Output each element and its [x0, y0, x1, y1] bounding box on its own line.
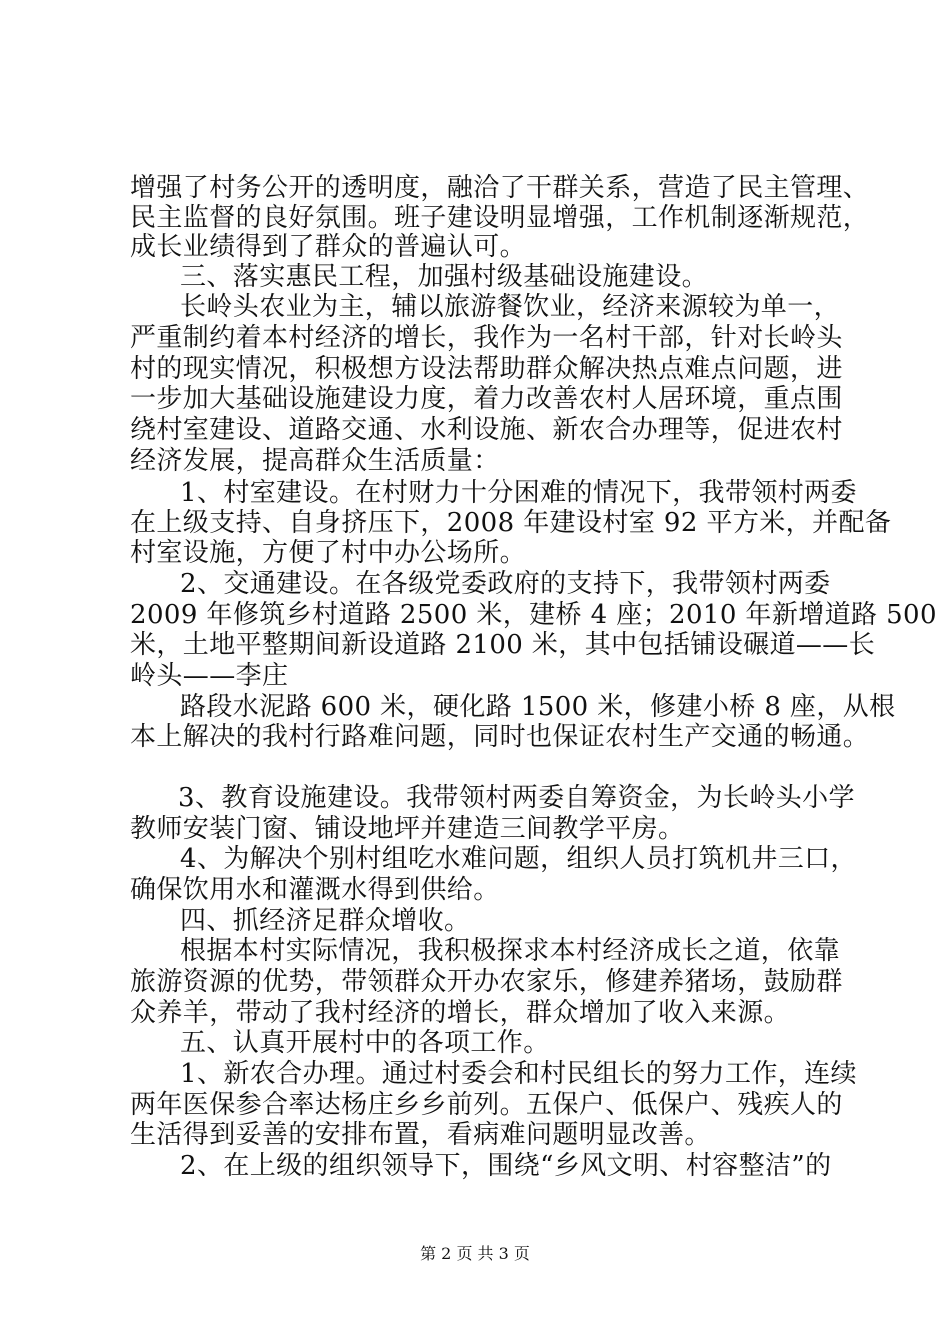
text-line: 旅游资源的优势，带领群众开办农家乐，修建养猪场，鼓励群 — [130, 967, 843, 997]
text-line: 民主监督的良好氛围。班子建设明显增强，工作机制逐渐规范， — [130, 203, 870, 233]
paragraph-start-line: 根据本村实际情况，我积极探求本村经济成长之道，依靠 — [180, 936, 841, 966]
text-line: 2009 年修筑乡村道路 2500 米，建桥 4 座；2010 年新增道路 500 — [130, 600, 937, 630]
text-line: 在上级支持、自身挤压下，2008 年建设村室 92 平方米，并配备 — [130, 508, 892, 538]
paragraph-start-line: 四、抓经济足群众增收。 — [180, 906, 471, 936]
paragraph-start-line: 五、认真开展村中的各项工作。 — [180, 1028, 550, 1058]
text-line: 米，土地平整期间新设道路 2100 米，其中包括铺设碾道——长 — [130, 630, 876, 660]
text-line: 经济发展，提高群众生活质量： — [130, 446, 500, 476]
paragraph-start-line: 三、落实惠民工程，加强村级基础设施建设。 — [180, 262, 709, 292]
text-line: 本上解决的我村行路难问题，同时也保证农村生产交通的畅通。 — [130, 722, 870, 752]
paragraph-start-line: 路段水泥路 600 米，硬化路 1500 米，修建小桥 8 座，从根 — [180, 692, 896, 722]
text-line: 增强了村务公开的透明度，融洽了干群关系，营造了民主管理、 — [130, 173, 870, 203]
text-line: 确保饮用水和灌溉水得到供给。 — [130, 875, 500, 905]
text-line: 村的现实情况，积极想方设法帮助群众解决热点难点问题，进 — [130, 354, 843, 384]
paragraph-start-line: 1、村室建设。在村财力十分困难的情况下，我带领村两委 — [180, 478, 857, 508]
paragraph-start-line: 2、交通建设。在各级党委政府的支持下，我带领村两委 — [180, 569, 831, 599]
paragraph-start-line: 4、为解决个别村组吃水难问题，组织人员打筑机井三口， — [180, 844, 857, 874]
page-footer: 第 2 页 共 3 页 — [420, 1244, 530, 1263]
text-line: 一步加大基础设施建设力度，着力改善农村人居环境，重点围 — [130, 384, 843, 414]
paragraph-start-line: 1、新农合办理。通过村委会和村民组长的努力工作，连续 — [180, 1059, 857, 1089]
paragraph-start-line: 长岭头农业为主，辅以旅游餐饮业，经济来源较为单一， — [180, 292, 841, 322]
text-line: 生活得到妥善的安排布置，看病难问题明显改善。 — [130, 1120, 711, 1150]
text-line: 两年医保参合率达杨庄乡乡前列。五保户、低保户、残疾人的 — [130, 1090, 843, 1120]
text-line: 村室设施，方便了村中办公场所。 — [130, 538, 527, 568]
paragraph-start-line: 3、教育设施建设。我带领村两委自筹资金，为长岭头小学 — [178, 783, 855, 813]
text-line: 严重制约着本村经济的增长，我作为一名村干部，针对长岭头 — [130, 323, 843, 353]
text-line: 绕村室建设、道路交通、水利设施、新农合办理等，促进农村 — [130, 415, 843, 445]
text-line: 教师安装门窗、铺设地坪并建造三间教学平房。 — [130, 814, 685, 844]
text-line: 成长业绩得到了群众的普遍认可。 — [130, 232, 527, 262]
text-line: 岭头——李庄 — [130, 661, 289, 691]
paragraph-start-line: 2、在上级的组织领导下，围绕“乡风文明、村容整洁”的 — [180, 1151, 832, 1181]
text-line: 众养羊，带动了我村经济的增长，群众增加了收入来源。 — [130, 998, 791, 1028]
